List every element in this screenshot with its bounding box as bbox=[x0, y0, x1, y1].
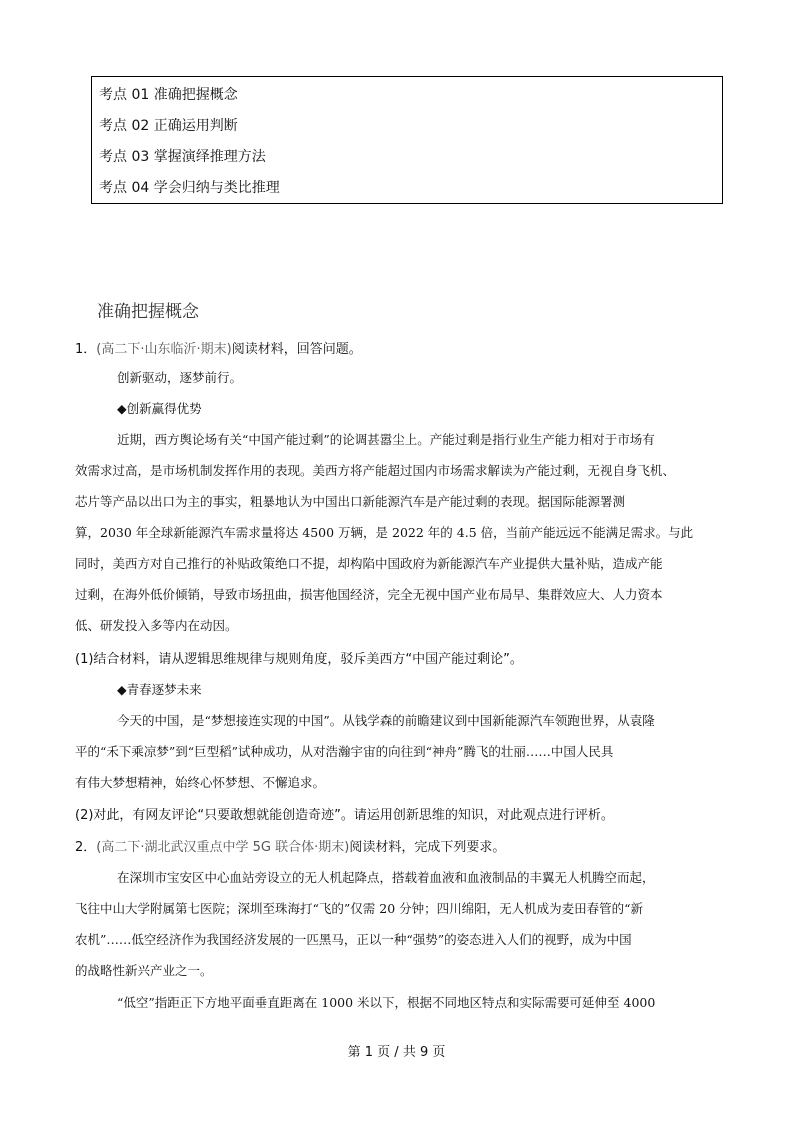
subheading: ◆创新赢得优势 bbox=[117, 401, 202, 416]
paragraph-line: 的战略性新兴产业之一。 bbox=[75, 963, 213, 978]
toc-box bbox=[91, 76, 723, 204]
paragraph-line: 过剩，在海外低价倾销，导致市场扭曲，损害他国经济，完全无视中国产业布局早、集群效应大、人力资本 bbox=[75, 587, 663, 602]
question-1-header bbox=[75, 338, 362, 357]
paragraph-line: 农机”……低空经济作为我国经济发展的一匹黑马，正以一种“强势”的姿态进入人们的视野，成为中国 bbox=[75, 932, 632, 947]
subheading: ◆青春逐梦未来 bbox=[117, 682, 202, 697]
page-footer: 第 1 页 / 共 9 页 bbox=[347, 1045, 446, 1060]
paragraph-line: 在深圳市宝安区中心血站旁设立的无人机起降点，搭载着血液和血液制品的丰翼无人机腾空而起， bbox=[117, 870, 655, 885]
paragraph-line: 效需求过高，是市场机制发挥作用的表现。美西方将产能超过国内市场需求解读为产能过剩，无视自身飞机、 bbox=[75, 463, 676, 478]
paragraph-line: 低、研发投入多等内在动因。 bbox=[75, 618, 238, 633]
toc-item: 考点 04 学会归纳与类比推理 bbox=[99, 180, 280, 196]
question-number: 2． bbox=[75, 840, 97, 855]
paragraph-line: 飞往中山大学附属第七医院；深圳至珠海打“飞的”仅需 20 分钟；四川绵阳，无人机成为麦田春管的“新 bbox=[75, 901, 644, 916]
paragraph-line: 算，2030 年全球新能源汽车需求量将达 4500 万辆，是 2022 年的 4.5 倍，当前产能远远不能满足需求。与此 bbox=[75, 525, 694, 540]
paragraph-line: 平的“禾下乘凉梦”到“巨型稻”试种成功，从对浩瀚宇宙的向往到“神舟”腾飞的壮丽……中国人民具 bbox=[75, 744, 614, 759]
paragraph-line: 芯片等产品以出口为主的事实，粗暴地认为中国出口新能源汽车是产能过剩的表现。据国际能源署测 bbox=[75, 494, 626, 509]
paragraph-line: 近期，西方舆论场有关“中国产能过剩”的论调甚嚣尘上。产能过剩是指行业生产能力相对于市场有 bbox=[117, 432, 655, 447]
question-2-header bbox=[75, 836, 505, 855]
toc-item: 考点 02 正确运用判断 bbox=[99, 118, 238, 134]
question-source: (高二下·山东临沂·期末) bbox=[96, 342, 232, 357]
paragraph-line: “低空”指距正下方地平面垂直距离在 1000 米以下，根据不同地区特点和实际需要可延伸至 4000 bbox=[117, 995, 656, 1010]
paragraph-line: 同时，美西方对自己推行的补贴政策绝口不提，却构陷中国政府为新能源汽车产业提供大量补贴，造成产能 bbox=[75, 556, 663, 571]
toc-item: 考点 03 掌握演绎推理方法 bbox=[99, 149, 266, 165]
toc-item: 考点 01 准确把握概念 bbox=[99, 87, 238, 103]
paragraph-line: 有伟大梦想精神，始终心怀梦想、不懈追求。 bbox=[75, 775, 326, 790]
sub-question-2: (2)对此，有网友评论“只要敢想就能创造奇迹”。请运用创新思维的知识，对此观点进行评析。 bbox=[75, 808, 614, 823]
sub-question-1: (1)结合材料，请从逻辑思维规律与规则角度，驳斥美西方“中国产能过剩论”。 bbox=[75, 652, 523, 667]
lead-line: 创新驱动，逐梦前行。 bbox=[117, 370, 243, 385]
section-title: 准确把握概念 bbox=[97, 302, 199, 322]
question-prompt: 阅读材料，完成下列要求。 bbox=[349, 840, 506, 855]
paragraph-line: 今天的中国，是“梦想接连实现的中国”。从钱学森的前瞻建议到中国新能源汽车领跑世界，从袁隆 bbox=[117, 713, 655, 728]
question-number: 1． bbox=[75, 342, 97, 357]
question-prompt: 阅读材料，回答问题。 bbox=[231, 342, 362, 357]
question-source: (高二下·湖北武汉重点中学 5G 联合体·期末) bbox=[96, 840, 350, 855]
